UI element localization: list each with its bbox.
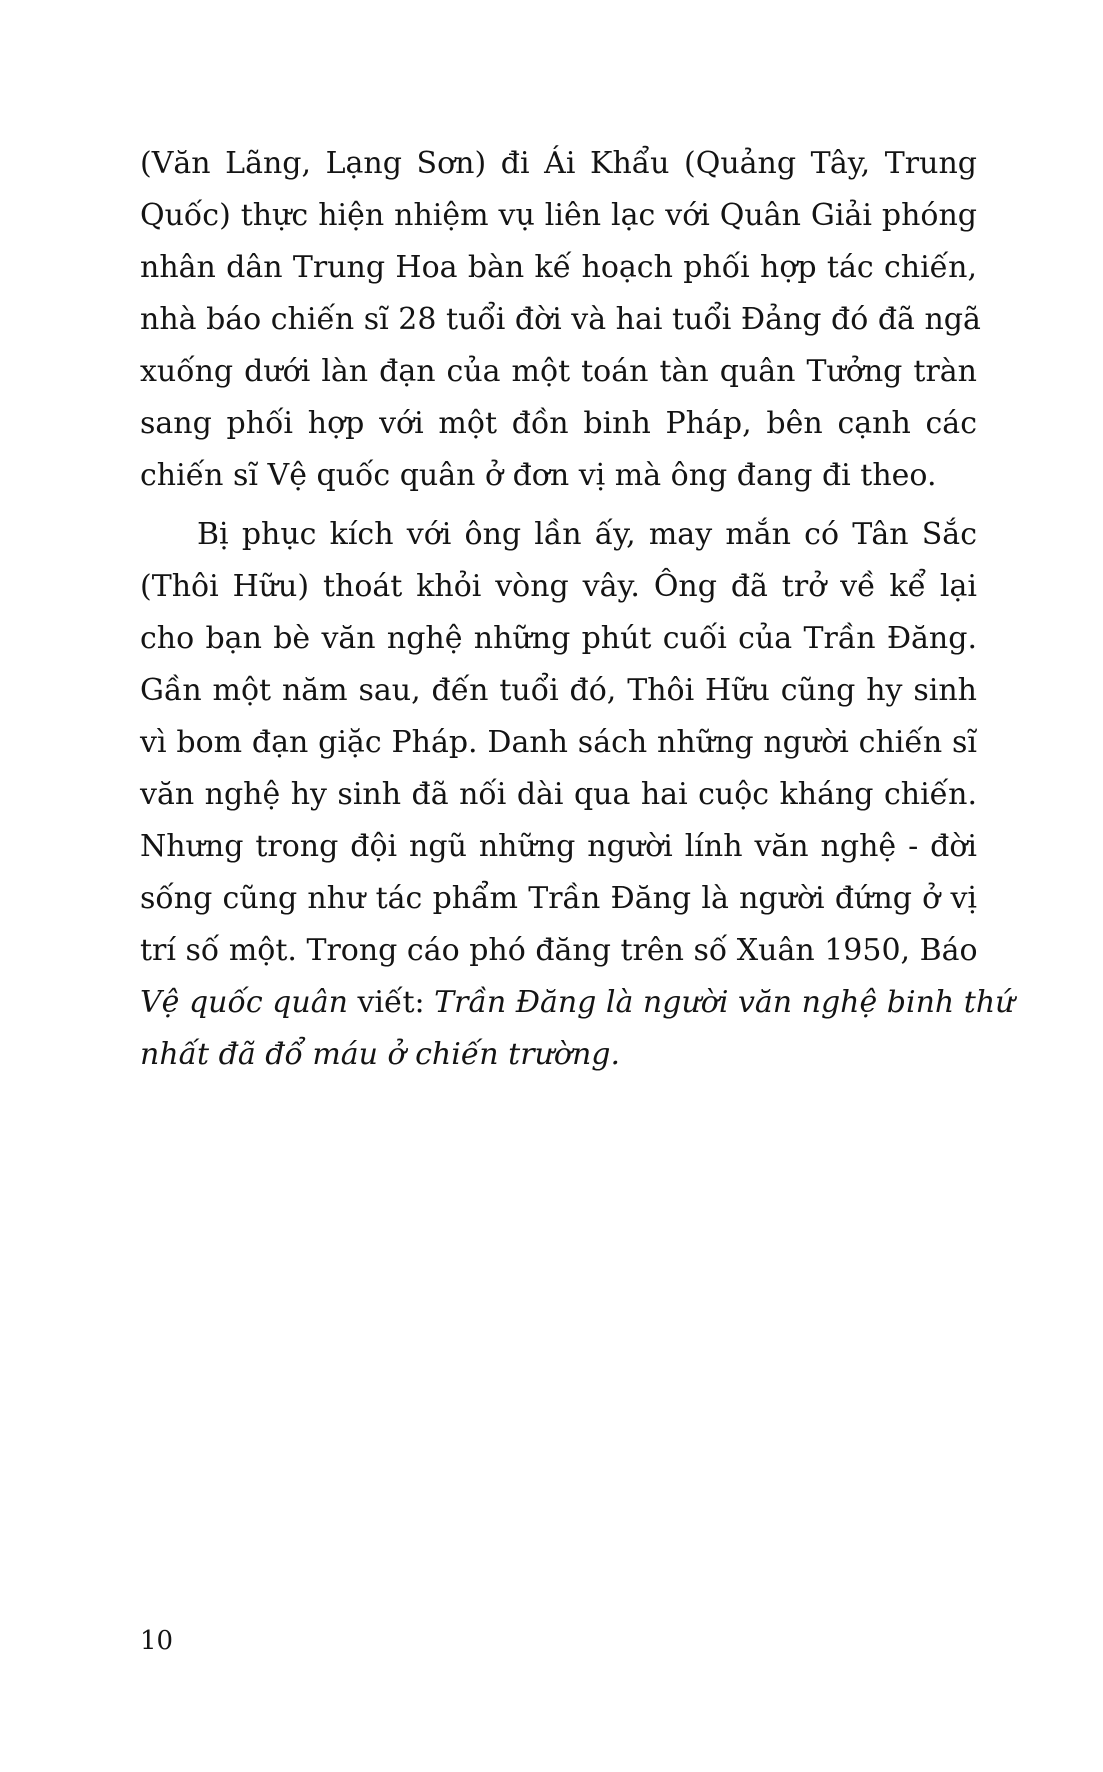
text-line-mixed — [140, 977, 1015, 1029]
text-fragment: viết: — [347, 985, 435, 1020]
page-number: 10 — [140, 1626, 174, 1656]
text-line: trí số một. Trong cáo phó đăng trên số Xuân 1950, Báo — [140, 933, 978, 968]
text-line: văn nghệ hy sinh đã nối dài qua hai cuộc kháng chiến. — [140, 777, 977, 812]
text-line: nhân dân Trung Hoa bàn kế hoạch phối hợp tác chiến, — [140, 250, 977, 285]
text-line: sang phối hợp với một đồn binh Pháp, bên cạnh các — [140, 406, 977, 441]
italic-title: Vệ quốc quân — [140, 985, 348, 1020]
paragraph-gap — [140, 502, 977, 509]
text-line: vì bom đạn giặc Pháp. Danh sách những người chiến sĩ — [140, 725, 977, 760]
text-line: cho bạn bè văn nghệ những phút cuối của Trần Đăng. — [140, 621, 977, 656]
text-line: Nhưng trong đội ngũ những người lính văn nghệ - đời — [140, 829, 977, 864]
text-line: xuống dưới làn đạn của một toán tàn quân Tưởng tràn — [140, 354, 977, 389]
text-line: chiến sĩ Vệ quốc quân ở đơn vị mà ông đang đi theo. — [140, 458, 937, 493]
italic-quote-line: nhất đã đổ máu ở chiến trường. — [140, 1037, 620, 1072]
text-line: Quốc) thực hiện nhiệm vụ liên lạc với Quân Giải phóng — [140, 198, 977, 233]
text-line: nhà báo chiến sĩ 28 tuổi đời và hai tuổi Đảng đó đã ngã — [140, 302, 981, 337]
body-text — [140, 138, 1015, 1081]
text-line: (Văn Lãng, Lạng Sơn) đi Ái Khẩu (Quảng Tây, Trung — [140, 146, 977, 181]
text-line: Gần một năm sau, đến tuổi đó, Thôi Hữu cũng hy sinh — [140, 673, 977, 708]
italic-quote: Trần Đăng là người văn nghệ binh thứ — [434, 985, 1015, 1020]
text-line: (Thôi Hữu) thoát khỏi vòng vây. Ông đã trở về kể lại — [140, 569, 977, 604]
text-line: Bị phục kích với ông lần ấy, may mắn có Tân Sắc — [197, 517, 977, 552]
text-line: sống cũng như tác phẩm Trần Đăng là người đứng ở vị — [140, 881, 977, 916]
